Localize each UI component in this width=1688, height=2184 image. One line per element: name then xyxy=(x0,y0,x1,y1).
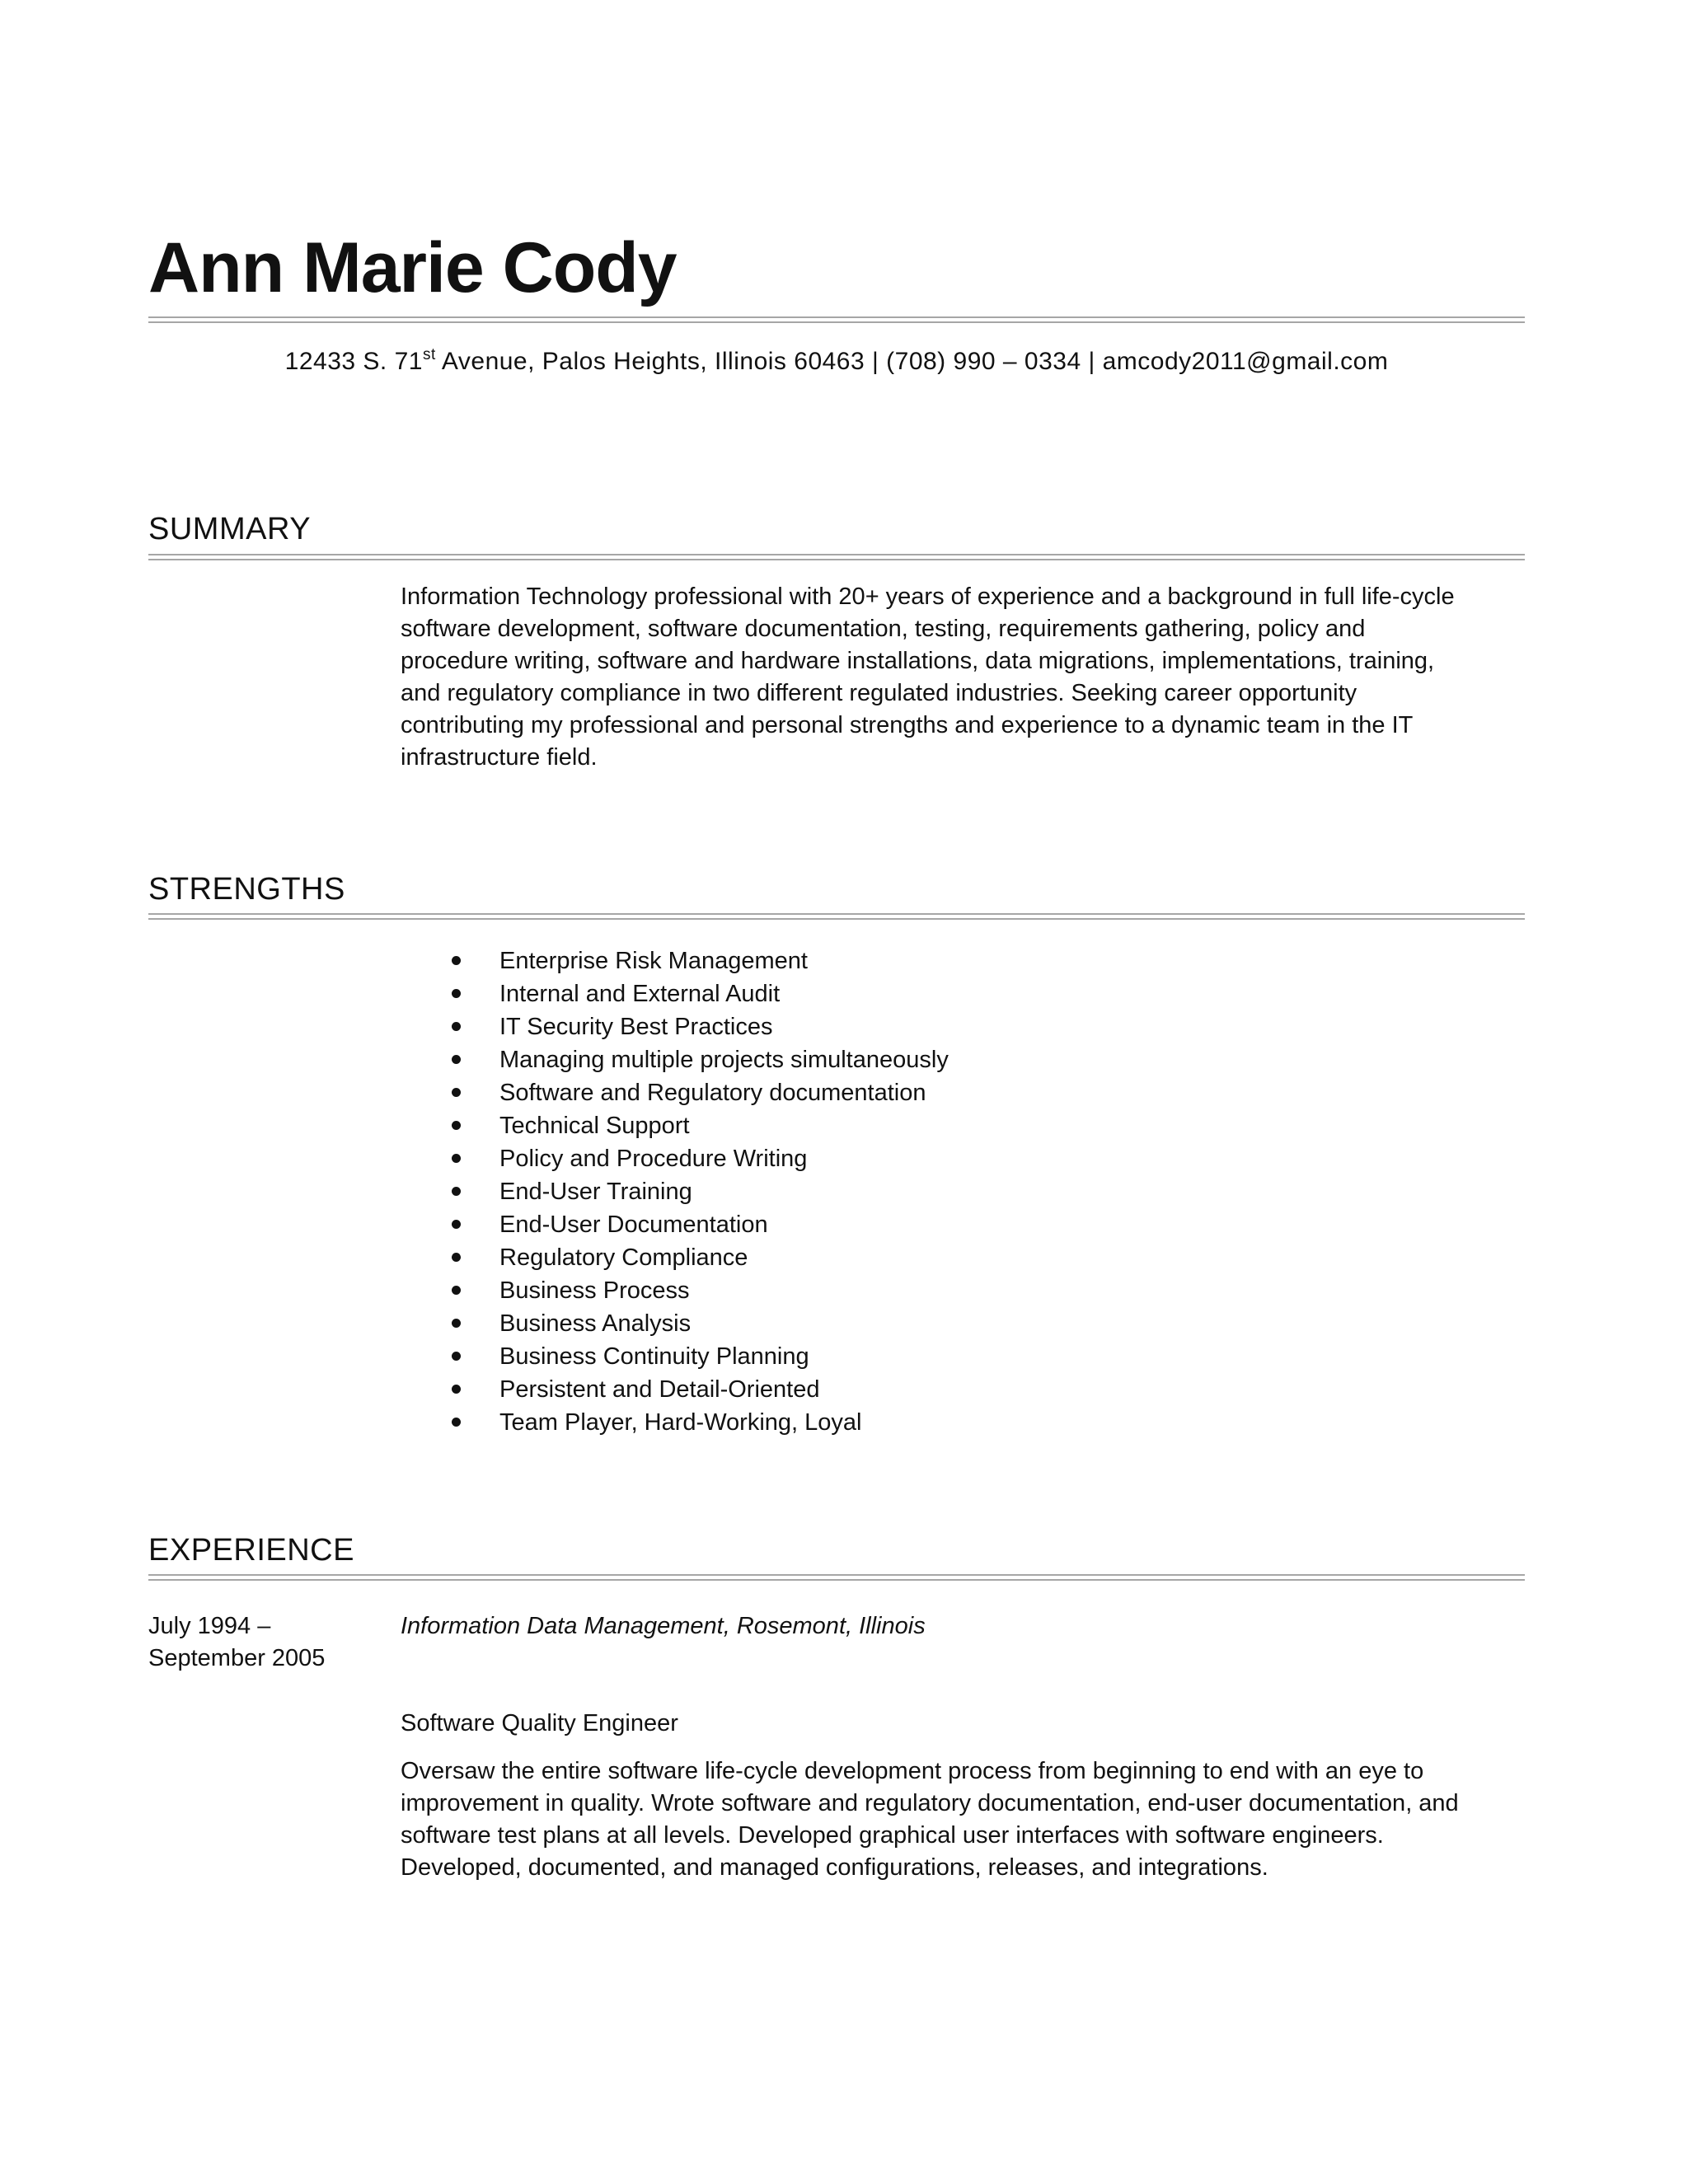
strength-label: Policy and Procedure Writing xyxy=(499,1146,808,1172)
list-item xyxy=(445,1043,949,1076)
contact-address-ordinal: st xyxy=(422,346,436,363)
list-item xyxy=(445,1340,949,1373)
bullet-icon xyxy=(452,1055,461,1064)
list-item xyxy=(445,1142,949,1175)
bullet-icon xyxy=(452,1187,461,1196)
strength-label: Software and Regulatory documentation xyxy=(499,1080,926,1106)
strength-label: Internal and External Audit xyxy=(499,981,781,1007)
bullet-icon xyxy=(452,1088,461,1097)
job-company: Information Data Management, Rosemont, Illinois xyxy=(401,1613,926,1639)
bullet-icon xyxy=(452,1220,461,1229)
list-item xyxy=(445,1076,949,1109)
summary-text: Information Technology professional with 20+ years of experience and a background in full life-cycle software development, software documentation, testing, requirements gathering, policy and procedure writing, software and hardware installations, data migrations, implementations, training, and regulatory compliance in two different regulated industries. Seeking career opportunity contributing my professional and personal strengths and experience to a dynamic team in the IT infrastructure field. xyxy=(401,583,1455,771)
list-item xyxy=(445,1274,949,1307)
bullet-icon xyxy=(452,1352,461,1361)
strength-label: Managing multiple projects simultaneously xyxy=(499,1047,949,1073)
bullet-icon xyxy=(452,1022,461,1031)
strength-label: Regulatory Compliance xyxy=(499,1244,748,1271)
list-item xyxy=(445,1373,949,1406)
strengths-list xyxy=(445,944,949,1439)
bullet-icon xyxy=(452,989,461,998)
bullet-icon xyxy=(452,956,461,965)
list-item xyxy=(445,1241,949,1274)
bullet-icon xyxy=(452,1319,461,1328)
strength-label: Enterprise Risk Management xyxy=(499,948,808,974)
experience-heading: EXPERIENCE xyxy=(148,1533,354,1568)
strength-label: End-User Documentation xyxy=(499,1212,768,1238)
list-item xyxy=(445,1109,949,1142)
contact-line xyxy=(148,346,1525,377)
list-item xyxy=(445,1307,949,1340)
name-divider xyxy=(148,316,1525,323)
bullet-icon xyxy=(452,1154,461,1163)
strengths-heading: STRENGTHS xyxy=(148,872,345,907)
strength-label: End-User Training xyxy=(499,1179,692,1205)
strength-label: Technical Support xyxy=(499,1113,690,1139)
contact-address-start: 12433 S. 71 xyxy=(284,348,423,375)
bullet-icon xyxy=(452,1286,461,1295)
bullet-icon xyxy=(452,1418,461,1427)
candidate-name: Ann Marie Cody xyxy=(148,228,677,307)
job-date-end: September 2005 xyxy=(148,1645,326,1671)
bullet-icon xyxy=(452,1121,461,1130)
job-position: Software Quality Engineer xyxy=(401,1710,678,1736)
experience-divider xyxy=(148,1574,1525,1581)
strength-label: Business Continuity Planning xyxy=(499,1343,809,1370)
list-item xyxy=(445,944,949,977)
strength-label: Business Analysis xyxy=(499,1310,692,1337)
list-item xyxy=(445,1406,949,1439)
strengths-divider xyxy=(148,913,1525,920)
list-item xyxy=(445,1175,949,1208)
strength-label: IT Security Best Practices xyxy=(499,1014,773,1040)
bullet-icon xyxy=(452,1385,461,1394)
strength-label: Persistent and Detail-Oriented xyxy=(499,1376,820,1403)
summary-divider xyxy=(148,554,1525,560)
list-item xyxy=(445,977,949,1010)
contact-address-rest: Avenue, Palos Heights, Illinois 60463 | (708) 990 – 0334 | amcody2011@gmail.com xyxy=(435,348,1389,375)
list-item xyxy=(445,1010,949,1043)
job-description: Oversaw the entire software life-cycle development process from beginning to end with an eye to improvement in quality. Wrote software and regulatory documentation, end-user documentation, and software test plans at all levels. Developed graphical user interfaces with software engineers. Developed, documented, and managed configurations, releases, and integrations. xyxy=(401,1758,1459,1881)
strength-label: Team Player, Hard-Working, Loyal xyxy=(499,1409,862,1436)
bullet-icon xyxy=(452,1253,461,1262)
strength-label: Business Process xyxy=(499,1277,690,1304)
summary-heading: SUMMARY xyxy=(148,512,312,546)
job-date-start: July 1994 – xyxy=(148,1613,271,1639)
job-dates xyxy=(148,1610,379,1675)
list-item xyxy=(445,1208,949,1241)
